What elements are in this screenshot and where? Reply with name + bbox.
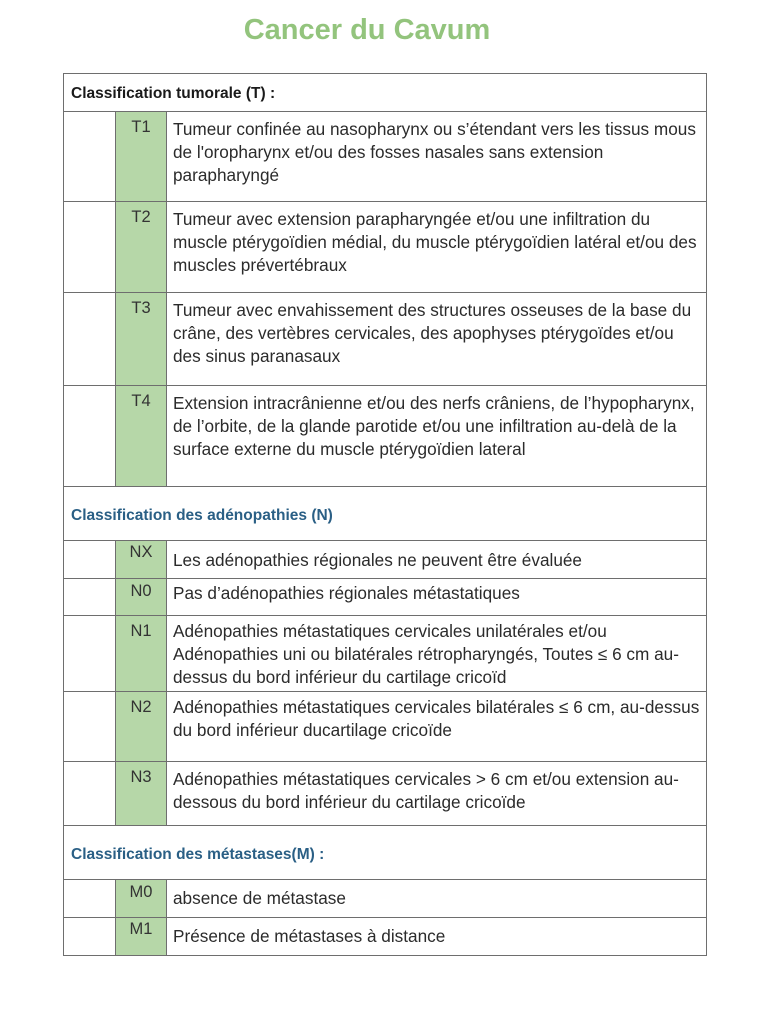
code-cell-t1: T1 <box>116 112 167 202</box>
blank-cell <box>64 202 116 293</box>
section-heading-t: Classification tumorale (T) : <box>64 74 707 112</box>
code-cell-t2: T2 <box>116 202 167 293</box>
table-row-n2 <box>64 692 707 762</box>
desc-cell-m1: Présence de métastases à distance <box>167 918 707 956</box>
table-row-n3 <box>64 762 707 826</box>
table-row-m0 <box>64 880 707 918</box>
section-heading-m: Classification des métastases(M) : <box>64 826 707 880</box>
desc-cell-n3: Adénopathies métastatiques cervicales > 6 cm et/ou extension au-dessous du bord inférieur du cartilage cricoïde <box>167 762 707 826</box>
code-cell-n1: N1 <box>116 616 167 692</box>
desc-cell-t2: Tumeur avec extension parapharyngée et/ou une infiltration du muscle ptérygoïdien médial, du muscle ptérygoïdien latéral et/ou des muscles prévertébraux <box>167 202 707 293</box>
blank-cell <box>64 386 116 487</box>
blank-cell <box>64 692 116 762</box>
section-header-t <box>64 74 707 112</box>
blank-cell <box>64 293 116 386</box>
table-row-t3 <box>64 293 707 386</box>
blank-cell <box>64 112 116 202</box>
section-heading-n: Classification des adénopathies (N) <box>64 487 707 541</box>
blank-cell <box>64 579 116 616</box>
desc-cell-n2: Adénopathies métastatiques cervicales bilatérales ≤ 6 cm, au-dessus du bord inférieur ducartilage cricoïde <box>167 692 707 762</box>
table-row-n0 <box>64 579 707 616</box>
code-cell-nx: NX <box>116 541 167 579</box>
code-cell-t3: T3 <box>116 293 167 386</box>
table-row-nx <box>64 541 707 579</box>
table-row-m1 <box>64 918 707 956</box>
table-row-t1 <box>64 112 707 202</box>
desc-cell-t4: Extension intracrânienne et/ou des nerfs crâniens, de l’hypopharynx, de l’orbite, de la glande parotide et/ou une infiltration au-delà de la surface externe du muscle ptérygoïdien lateral <box>167 386 707 487</box>
desc-cell-n0: Pas d’adénopathies régionales métastatiques <box>167 579 707 616</box>
table-row-t4 <box>64 386 707 487</box>
desc-cell-nx: Les adénopathies régionales ne peuvent être évaluée <box>167 541 707 579</box>
section-header-m <box>64 826 707 880</box>
blank-cell <box>64 762 116 826</box>
blank-cell <box>64 918 116 956</box>
table-row-t2 <box>64 202 707 293</box>
code-cell-m0: M0 <box>116 880 167 918</box>
blank-cell <box>64 541 116 579</box>
section-header-n <box>64 487 707 541</box>
desc-cell-m0: absence de métastase <box>167 880 707 918</box>
code-cell-n0: N0 <box>116 579 167 616</box>
desc-cell-t3: Tumeur avec envahissement des structures osseuses de la base du crâne, des vertèbres cervicales, des apophyses ptérygoïdes et/ou des sinus paranasaux <box>167 293 707 386</box>
code-cell-n2: N2 <box>116 692 167 762</box>
blank-cell <box>64 616 116 692</box>
code-cell-t4: T4 <box>116 386 167 487</box>
code-cell-n3: N3 <box>116 762 167 826</box>
code-cell-m1: M1 <box>116 918 167 956</box>
table-row-n1 <box>64 616 707 692</box>
desc-cell-n1: Adénopathies métastatiques cervicales unilatérales et/ou Adénopathies uni ou bilatérales rétropharyngés, Toutes ≤ 6 cm au-dessus du bord inférieur du cartilage cricoïd <box>167 616 707 692</box>
tnm-classification-table <box>63 73 707 956</box>
blank-cell <box>64 880 116 918</box>
desc-cell-t1: Tumeur confinée au nasopharynx ou s’étendant vers les tissus mous de l'oropharynx et/ou des fosses nasales sans extension parapharyngé <box>167 112 707 202</box>
page-title: Cancer du Cavum <box>243 14 491 46</box>
